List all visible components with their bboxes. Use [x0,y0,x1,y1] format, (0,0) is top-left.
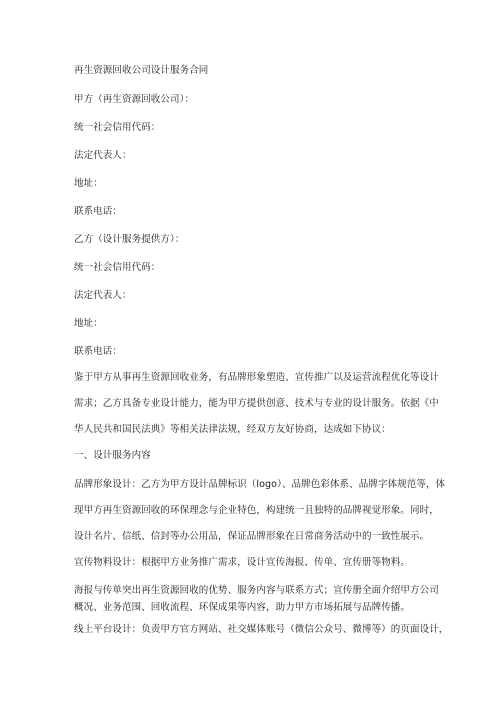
poster-description-line: 海报与传单突出再生资源回收的优势、服务内容与联系方式；宣传册全面介绍甲方公司 [74,585,439,596]
party-a-legal-rep-label: 法定代表人： [74,150,132,161]
party-b-heading: 乙方（设计服务提供方）： [74,234,185,245]
poster-description-line: 概况、业务范围、回收流程、环保成果等内容，助力甲方市场拓展与品牌传播。 [74,602,411,613]
party-a-address-label: 地址： [74,178,103,189]
online-design-paragraph: 线上平台设计：负责甲方官方网站、社交媒体账号（微信公众号、微博等）的页面设计， [74,624,449,635]
promo-design-paragraph: 宣传物料设计：根据甲方业务推广需求，设计宣传海报、传单、宣传册等物料。 [74,557,411,568]
preamble-line: 鉴于甲方从事再生资源回收业务，有品牌形象塑造、宣传推广以及运营流程优化等设计 [74,372,439,383]
poster-description-paragraph [74,582,439,616]
preamble-paragraph [74,365,439,443]
party-b-address-label: 地址： [74,318,103,329]
party-a-credit-code-label: 统一社会信用代码： [74,122,161,133]
brand-design-line: 品牌形象设计：乙方为甲方设计品牌标识（logo）、品牌色彩体系、品牌字体规范等，体 [74,479,446,490]
brand-design-line: 设计名片、信纸、信封等办公用品，保证品牌形象在日常商务活动中的一致性展示。 [74,531,430,542]
party-b-credit-code-label: 统一社会信用代码： [74,262,161,273]
brand-design-paragraph [74,472,446,550]
party-a-phone-label: 联系电话： [74,206,123,217]
preamble-line: 需求；乙方具备专业设计能力，能为甲方提供创意、技术与专业的设计服务。依据《中 [74,398,439,409]
contract-title: 再生资源回收公司设计服务合同 [74,65,209,76]
party-b-phone-label: 联系电话： [74,346,123,357]
brand-design-line: 现甲方再生资源回收的环保理念与企业特色，构建统一且独特的品牌视觉形象。同时， [74,505,439,516]
preamble-line: 华人民共和国民法典》等相关法律法规，经双方友好协商，达成如下协议： [74,424,391,435]
party-b-legal-rep-label: 法定代表人： [74,290,132,301]
contract-body [74,64,449,637]
party-a-heading: 甲方（再生资源回收公司）： [74,94,195,105]
section-1-heading: 一、设计服务内容 [74,450,151,461]
